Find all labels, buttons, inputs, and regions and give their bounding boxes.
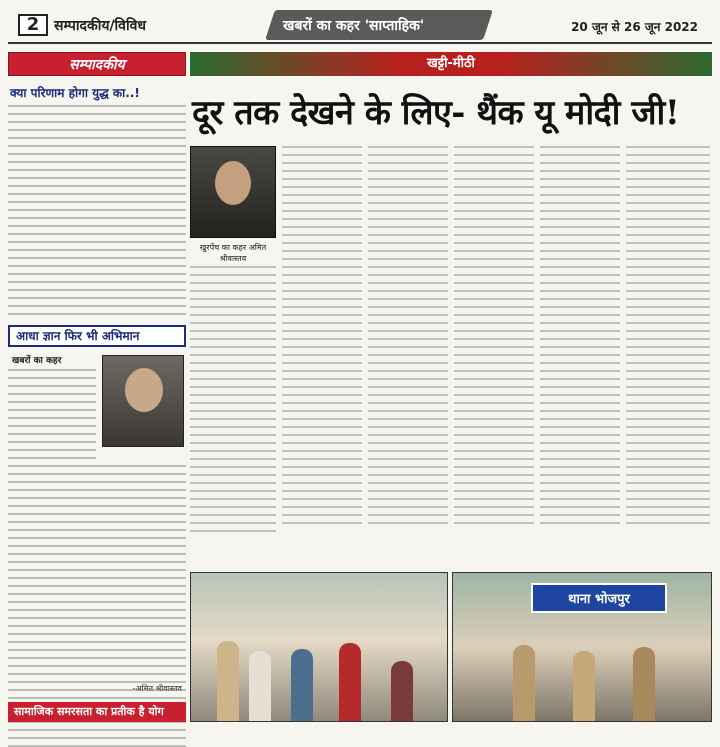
opinion-subhead: खबरों का कहर xyxy=(12,356,62,366)
person-photo-icon xyxy=(102,355,184,447)
photo-strip xyxy=(190,572,712,722)
editorial-tag: सम्पादकीय xyxy=(8,52,186,76)
article-col-6 xyxy=(626,146,710,546)
column-tag: खट्टी-मीठी xyxy=(190,52,712,76)
left-column xyxy=(8,52,186,722)
editorial-body xyxy=(8,105,186,315)
main-article xyxy=(190,52,712,722)
article-columns xyxy=(190,146,712,551)
article-headline: दूर तक देखने के लिए- थैंक यू मोदी जी! xyxy=(192,93,680,133)
police-station-photo-icon xyxy=(452,572,712,722)
article-col-2 xyxy=(282,146,362,546)
opinion-body-top xyxy=(8,369,96,459)
street-photo-icon xyxy=(190,572,448,722)
opinion-byline: -अमित श्रीवास्तव xyxy=(132,684,182,693)
issue-date: 20 जून से 26 जून 2022 xyxy=(571,20,698,34)
article-col-5 xyxy=(540,146,620,546)
footer-band: सामाजिक समरसता का प्रतीक है योग xyxy=(8,702,186,722)
opinion-title: आधा ज्ञान फिर भी अभिमान xyxy=(8,325,186,347)
page-number: 2 xyxy=(18,14,48,36)
author-photo-icon xyxy=(190,146,276,238)
station-sign: थाना भोजपुर xyxy=(531,583,667,613)
article-col-3 xyxy=(368,146,448,546)
section-name: सम्पादकीय/विविध xyxy=(54,18,146,34)
masthead xyxy=(8,6,712,44)
article-col-4 xyxy=(454,146,534,546)
brand-text: खबरों का कहर 'साप्ताहिक' xyxy=(283,18,425,34)
editorial-headline: क्या परिणाम होगा युद्ध का..! xyxy=(10,86,140,100)
author-caption: खुरपेंच का कहर अमित श्रीवास्तव xyxy=(199,243,267,263)
article-col-1 xyxy=(190,266,276,546)
